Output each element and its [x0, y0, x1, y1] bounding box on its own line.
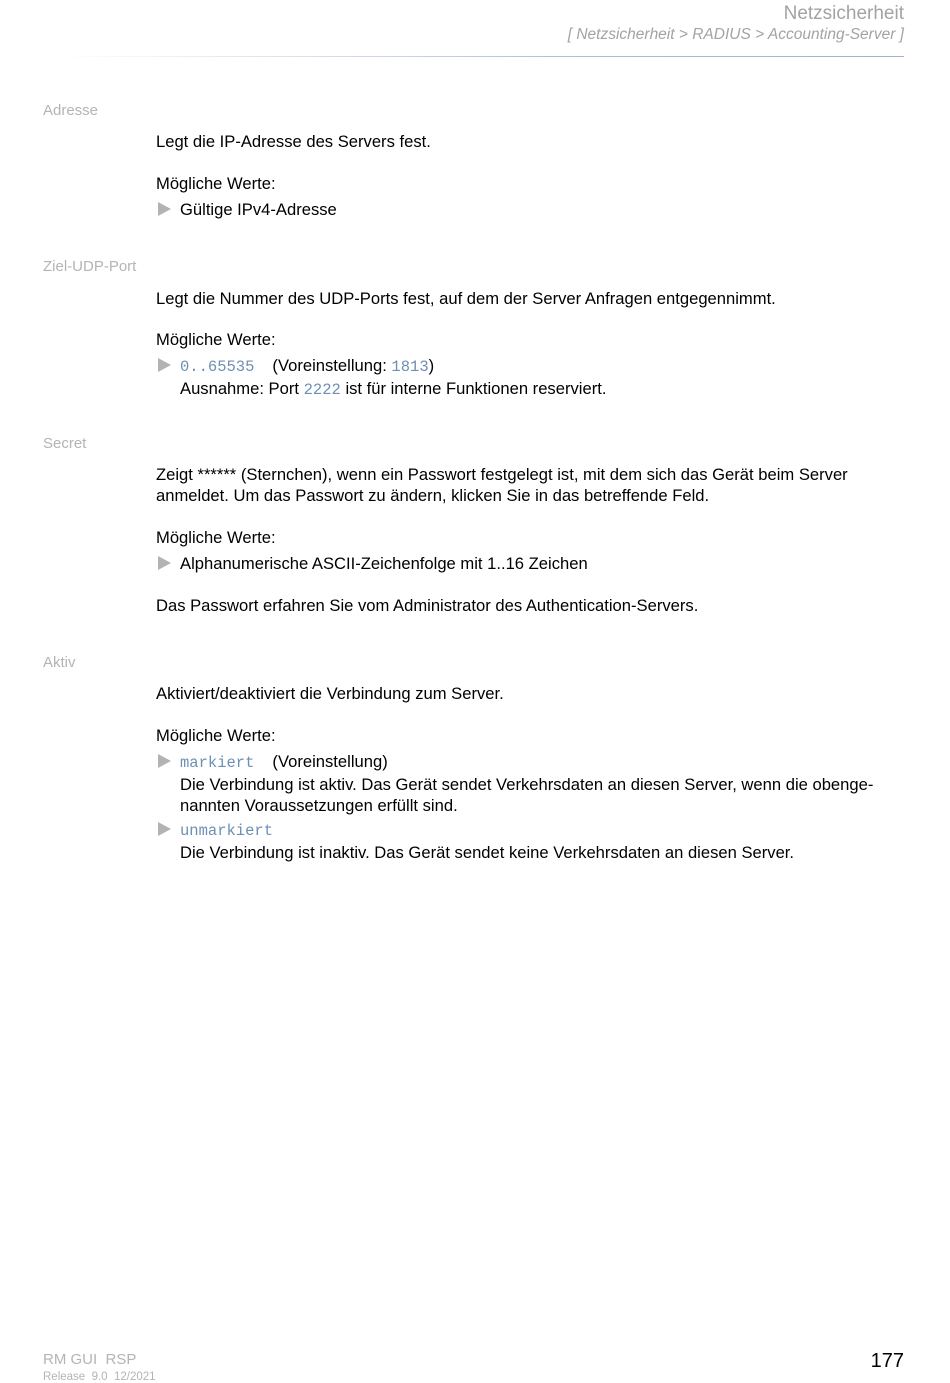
footer-release: Release 9.0 12/2021 [43, 1371, 156, 1383]
port-default-prefix: (Voreinstellung: [272, 356, 392, 375]
aktiv-markiert-line [180, 751, 906, 774]
secret-value-text: Alphanumerische ASCII-Zeichenfolge mit 1..16 Zeichen [180, 554, 588, 573]
aktiv-description: Aktiviert/deaktiviert die Verbindung zum Server. [156, 684, 504, 703]
adresse-values-heading: Mögliche Werte: [156, 174, 276, 193]
secret-value-item [156, 553, 906, 574]
bullet-triangle-icon [158, 754, 171, 768]
port-exception-line [180, 378, 906, 401]
aktiv-unmarkiert-desc: Die Verbindung ist inaktiv. Das Gerät sendet keine Verkehrsdaten an diesen Server. [180, 843, 795, 862]
port-default-suffix: ) [428, 356, 435, 375]
aktiv-markiert-suffix: (Voreinstellung) [272, 752, 388, 771]
section-label-port: Ziel-UDP-Port [43, 258, 137, 275]
secret-note: Das Passwort erfahren Sie vom Administrator des Authentication-Servers. [156, 596, 699, 615]
port-description: Legt die Nummer des UDP-Ports fest, auf dem der Server Anfragen entgegennimmt. [156, 289, 776, 308]
port-range-value: 0..65535 [180, 358, 255, 376]
aktiv-values-heading: Mögliche Werte: [156, 726, 276, 745]
section-label-aktiv: Aktiv [43, 654, 76, 671]
secret-description-line1: Zeigt ****** (Sternchen), wenn ein Passwort festgelegt ist, mit dem sich das Gerät beim Server [156, 465, 848, 484]
port-range-line [180, 355, 906, 378]
page-header-title: Netzsicherheit [783, 3, 904, 24]
header-divider [60, 56, 904, 57]
port-default-value: 1813 [391, 358, 429, 376]
footer-product: RM GUI RSP [43, 1351, 137, 1368]
section-label-secret: Secret [43, 435, 87, 452]
aktiv-unmarkiert-value: unmarkiert [180, 822, 274, 840]
bullet-triangle-icon [158, 358, 171, 372]
adresse-description: Legt die IP-Adresse des Servers fest. [156, 132, 431, 151]
port-value-item [156, 355, 906, 401]
secret-description-line2: anmeldet. Um das Passwort zu ändern, klicken Sie in das betreffende Feld. [156, 486, 710, 505]
breadcrumb: [ Netzsicherheit > RADIUS > Accounting-Server ] [567, 26, 904, 43]
secret-values-heading: Mögliche Werte: [156, 528, 276, 547]
page-number: 177 [870, 1350, 904, 1372]
port-values-heading: Mögliche Werte: [156, 330, 276, 349]
port-exception-suffix: ist für interne Funktionen reserviert. [340, 379, 607, 398]
aktiv-markiert-value: markiert [180, 754, 255, 772]
adresse-value-text: Gültige IPv4-Adresse [180, 200, 337, 219]
port-exception-prefix: Ausnahme: Port [180, 379, 304, 398]
section-label-adresse: Adresse [43, 102, 99, 119]
aktiv-markiert-desc-line2: nannten Voraussetzungen erfüllt sind. [180, 796, 458, 815]
bullet-triangle-icon [158, 556, 171, 570]
aktiv-value-item-unmarkiert [156, 819, 906, 863]
bullet-triangle-icon [158, 822, 171, 836]
aktiv-value-item-markiert [156, 751, 906, 816]
adresse-value-item [156, 199, 906, 220]
bullet-triangle-icon [158, 202, 171, 216]
port-exception-value: 2222 [303, 381, 341, 399]
secret-description [156, 464, 906, 506]
aktiv-markiert-desc-line1: Die Verbindung ist aktiv. Das Gerät sendet Verkehrsdaten an diesen Server, wenn die obenge- [180, 775, 874, 794]
